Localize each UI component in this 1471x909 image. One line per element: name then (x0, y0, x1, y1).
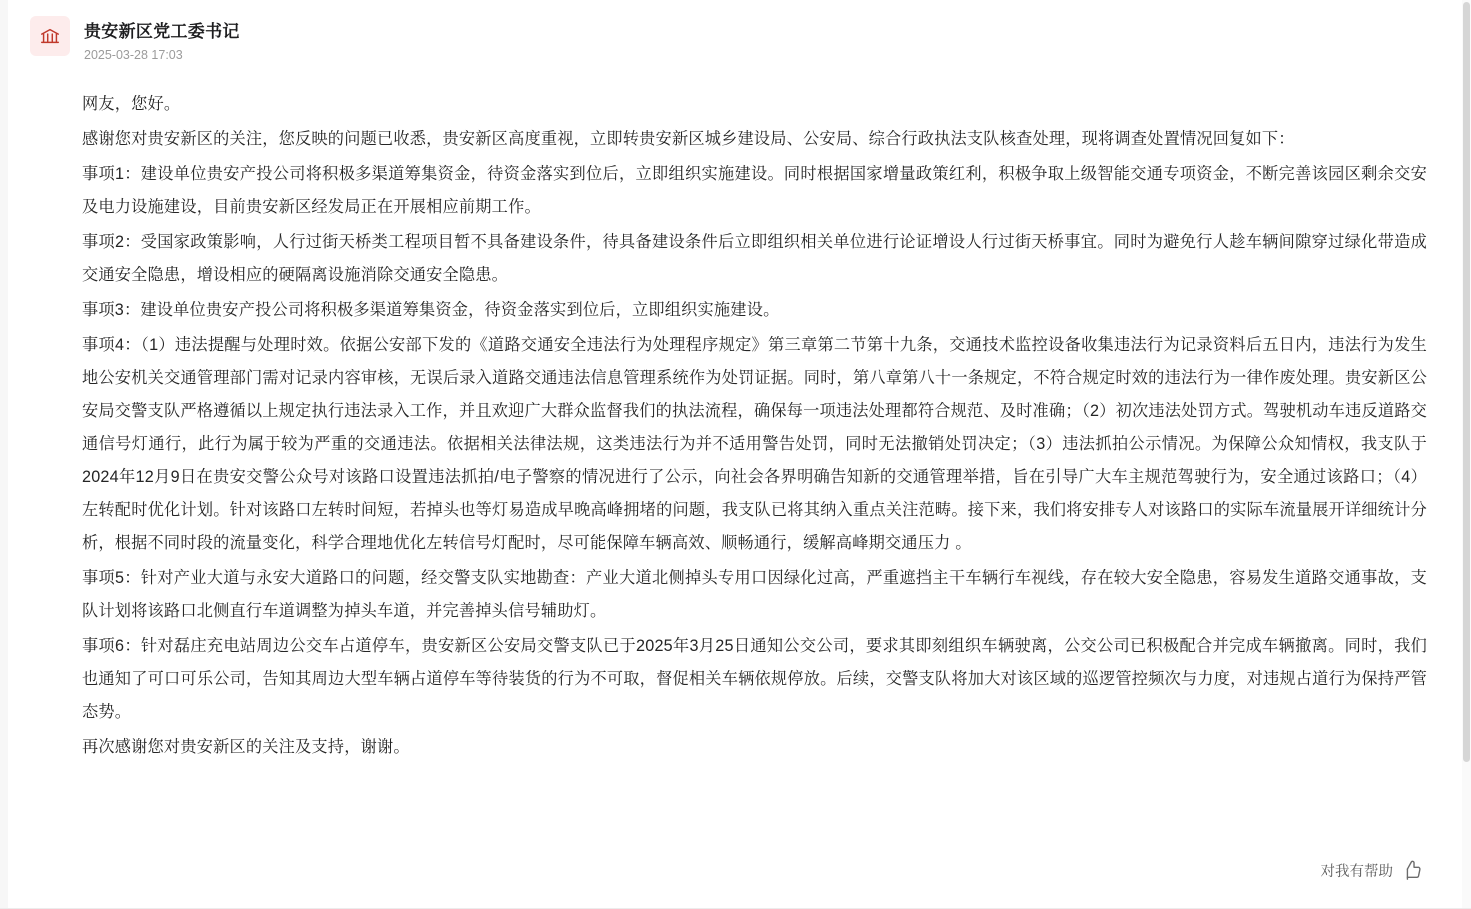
paragraph: 感谢您对贵安新区的关注，您反映的问题已收悉，贵安新区高度重视，立即转贵安新区城乡建设局、公安局、综合行政执法支队核查处理，现将调查处置情况回复如下： (82, 130, 1295, 148)
scrollbar-thumb[interactable] (1463, 2, 1470, 762)
scrollbar-track[interactable] (1462, 0, 1471, 909)
paragraph: 再次感谢您对贵安新区的关注及支持，谢谢。 (82, 738, 410, 756)
paragraph: 事项2：受国家政策影响，人行过街天桥类工程项目暂不具备建设条件，待具备建设条件后立即组织相关单位进行论证增设人行过街天桥事宜。同时为避免行人趁车辆间隙穿过绿化带造成交通安全隐患，增设相应的硬隔离设施消除交通安全隐患。 (82, 233, 1427, 284)
left-edge-strip (0, 0, 8, 909)
paragraph: 事项5：针对产业大道与永安大道路口的问题，经交警支队实地勘查：产业大道北侧掉头专用口因绿化过高，严重遮挡主干车辆行车视线，存在较大安全隐患，容易发生道路交通事故，支队计划将该路口北侧直行车道调整为掉头车道，并完善掉头信号辅助灯。 (82, 569, 1427, 620)
reply-body (82, 88, 1427, 766)
author-block (84, 16, 240, 62)
paragraph: 事项3：建设单位贵安产投公司将积极多渠道筹集资金，待资金落实到位后，立即组织实施建设。 (82, 301, 780, 319)
paragraph: 事项4：（1）违法提醒与处理时效。依据公安部下发的《道路交通安全违法行为处理程序规定》第三章第二节第十九条，交通技术监控设备收集违法行为记录资料后五日内，违法行为发生地公安机关交通管理部门需对记录内容审核，无误后录入道路交通违法信息管理系统作为处罚证据。同时，第八章第八十一条规定，不符合规定时效的违法行为一律作废处理。贵安新区公安局交警支队严格遵循以上规定执行违法录入工作，并且欢迎广大群众监督我们的执法流程，确保每一项违法处理都符合规范、及时准确；（2）初次违法处罚方式。驾驶机动车违反道路交通信号灯通行，此行为属于较为严重的交通违法。依据相关法律法规，这类违法行为并不适用警告处罚，同时无法撤销处罚决定；（3）违法抓拍公示情况。为保障公众知情权，我支队于2024年12月9日在贵安交警公众号对该路口设置违法抓拍/电子警察的情况进行了公示，向社会各界明确告知新的交通管理举措，旨在引导广大车主规范驾驶行为，安全通过该路口；（4）左转配时优化计划。针对该路口左转时间短，若掉头也等灯易造成早晚高峰拥堵的问题，我支队已将其纳入重点关注范畴。接下来，我们将安排专人对该路口的实际车流量展开详细统计分析，根据不同时段的流量变化，科学合理地优化左转信号灯配时，尽可能保障车辆高效、顺畅通行，缓解高峰期交通压力 。 (82, 336, 1427, 552)
paragraph: 网友，您好。 (82, 95, 181, 113)
paragraph: 事项6：针对磊庄充电站周边公交车占道停车，贵安新区公安局交警支队已于2025年3月25日通知公交公司，要求其即刻组织车辆驶离，公交公司已积极配合并完成车辆撤离。同时，我们也通知了可口可乐公司，告知其周边大型车辆占道停车等待装货的行为不可取，督促相关车辆依规停放。后续，交警支队将加大对该区域的巡逻管控频次与力度，对违规占道行为保持严管态势。 (82, 637, 1427, 721)
post-timestamp: 2025-03-28 17:03 (84, 48, 183, 62)
paragraph: 事项1：建设单位贵安产投公司将积极多渠道筹集资金，待资金落实到位后，立即组织实施建设。同时根据国家增量政策红利，积极争取上级智能交通专项资金，不断完善该园区剩余交安及电力设施建设，目前贵安新区经发局正在开展相应前期工作。 (82, 165, 1427, 216)
thumbs-up-icon[interactable] (1401, 859, 1423, 881)
helpful-label: 对我有帮助 (1320, 863, 1393, 880)
government-building-icon (30, 16, 70, 56)
helpful-button[interactable] (1321, 859, 1424, 881)
author-name: 贵安新区党工委书记 (84, 22, 240, 41)
post-header (30, 16, 240, 62)
